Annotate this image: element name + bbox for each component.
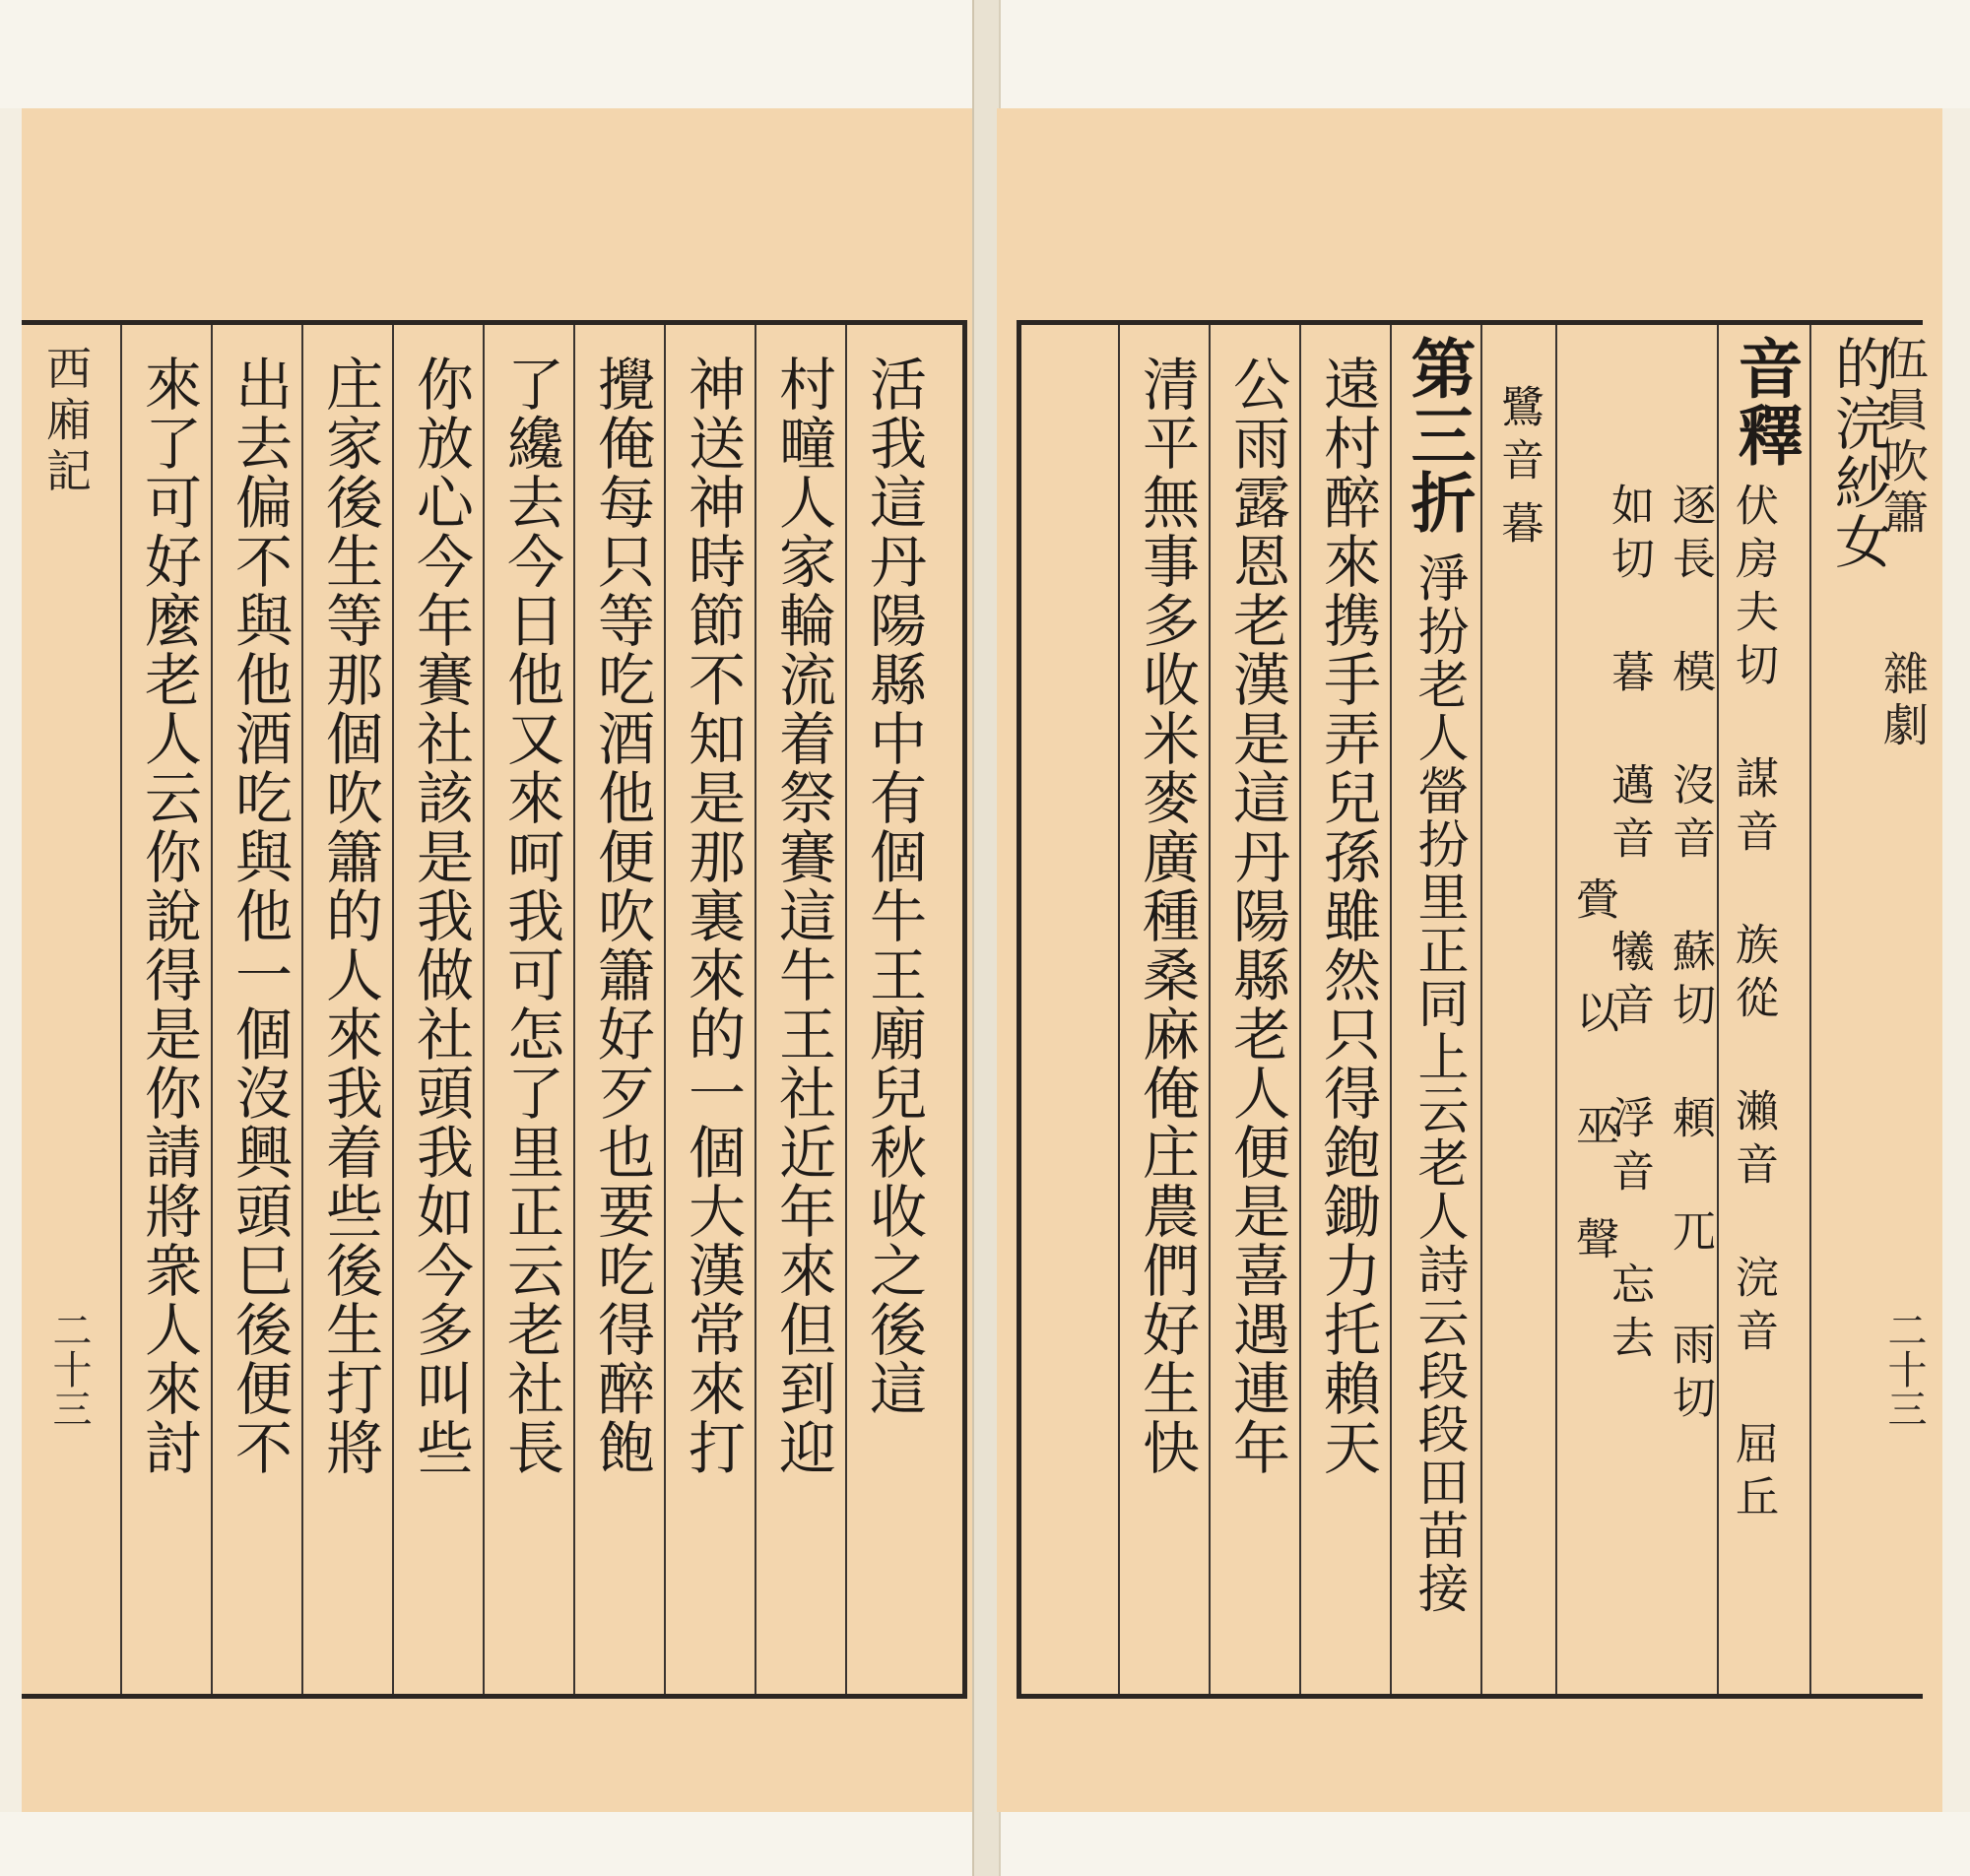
note-text: 鷺音 [1493, 384, 1543, 490]
column-text: 你放心今年賽社該是我做社頭我如今多叫些 [407, 355, 474, 1477]
right-page-number: 二十三 [1881, 1310, 1927, 1428]
play-title: 的浣紗女 [1825, 335, 1892, 571]
text-column [1122, 325, 1211, 1694]
yinshi-column [1660, 325, 1719, 1694]
yinshi-text: 賫 以 巫 聲 [1568, 876, 1618, 1269]
column-text: 淨扮老人㽦扮里正同上云老人詩云段段田苗接 [1409, 551, 1468, 1615]
text-column [305, 325, 394, 1694]
text-column [1213, 325, 1301, 1694]
text-column [577, 325, 666, 1694]
text-column [1303, 325, 1392, 1694]
column-text: 清平無事多收米麥廣種桑麻俺庄農們好生快 [1133, 355, 1200, 1477]
text-column [124, 325, 213, 1694]
left-page-number: 二十三 [46, 1310, 92, 1428]
text-column [487, 325, 575, 1694]
right-side-title: 伍員吹簫 [1876, 335, 1930, 540]
right-page [997, 108, 1942, 1812]
column-text: 神送神時節不知是那裏來的一個大漢常來打 [679, 355, 746, 1477]
column-text: 庄家後生等那個吹簫的人來我着些後生打將 [316, 355, 383, 1477]
yinshi-column [1563, 325, 1622, 1694]
column-text: 攪俺每只等吃酒他便吹簫好歹也要吃得醉飽 [588, 355, 655, 1477]
note-column [1488, 325, 1547, 1694]
column-text: 來了可好麼老人云你說得是你請將衆人來討 [135, 355, 202, 1477]
yinshi-text: 如切 暮 邁音 犧音 浮音 忘去 [1604, 483, 1654, 1368]
text-column [215, 325, 303, 1694]
yinshi-text: 伏房夫切 謀音 族從 瀨音 浣音 屈丘 [1728, 483, 1778, 1527]
left-text-frame [22, 320, 967, 1699]
column-text: 公雨露恩老漢是這丹陽縣老人便是喜遇連年 [1223, 355, 1290, 1477]
column-text: 活我這丹陽縣中有個牛王廟兒秋收之後這 [860, 355, 927, 1418]
column-rule [1555, 325, 1557, 1694]
yinshi-column [1723, 483, 1782, 1704]
yinshi-label: 音釋 [1727, 335, 1804, 469]
text-column [396, 325, 485, 1694]
note-text: 暮 [1493, 500, 1543, 553]
column-text: 出去偏不與他酒吃與他一個沒興頭巳後便不 [226, 355, 293, 1477]
text-column [849, 325, 938, 1694]
column-rule [1809, 325, 1811, 1694]
right-text-frame [1017, 320, 1930, 1699]
column-rule [120, 325, 122, 1694]
text-column [1394, 325, 1482, 1694]
chapter-heading: 第三折 [1400, 335, 1477, 536]
text-column [668, 325, 756, 1694]
right-side-sub: 雜劇 [1876, 650, 1930, 752]
column-text: 遠村醉來携手弄兒孫雖然只得鉋鋤力托賴天 [1314, 355, 1381, 1477]
yinshi-text: 逐長 模 沒音 蘇切 頼 兀 雨切 [1665, 483, 1715, 1428]
left-page [22, 108, 972, 1812]
left-side-title: 西廂記 [39, 345, 93, 498]
column-text: 村疃人家輪流着祭賽這牛王社近年來但到迎 [769, 355, 836, 1477]
column-text: 了纔去今日他又來呵我可怎了里正云老社長 [497, 355, 564, 1477]
column-rule [1118, 325, 1120, 1694]
title-column [1814, 325, 1903, 1694]
text-column [758, 325, 847, 1694]
